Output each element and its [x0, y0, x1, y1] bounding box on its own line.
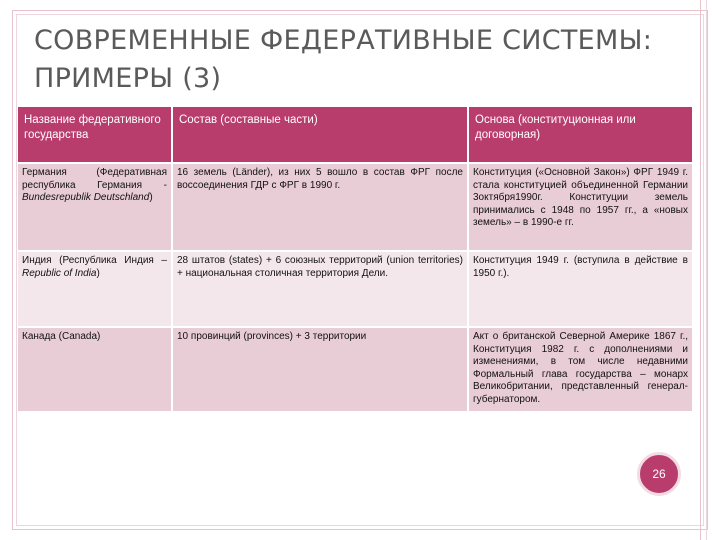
cell-basis: Конституция 1949 г. (вступила в действие в 1950 г.). [468, 251, 692, 327]
cell-basis: Конституция («Основной Закон») ФРГ 1949 г. стала конституцией объединенной Германии 3октября1990г. Конституции земель принимались с 1948 по 1957 гг., а «новых земель» – в 1990-е гг. [468, 163, 692, 251]
header-basis: Основа (конституционная или договорная) [468, 107, 692, 163]
header-composition: Состав (составные части) [172, 107, 468, 163]
cell-composition: 16 земель (Länder), из них 5 вошло в состав ФРГ после воссоединения ГДР с ФРГ в 1990 г. [172, 163, 468, 251]
cell-state-name [18, 251, 172, 327]
state-name-suffix: ) [96, 267, 100, 279]
state-name-text: Германия (Федеративная республика Германия - [22, 167, 167, 191]
table-row [18, 163, 692, 251]
state-name-text: Канада (Canada) [22, 331, 101, 342]
page-number-badge: 26 [637, 452, 681, 496]
cell-basis: Акт о британской Северной Америке 1867 г., Конституция 1982 г. с дополнениями и изменениями, в том числе недавними Формальный глава государства – монарх Великобритании, представленный генерал-губернатором. [468, 327, 692, 411]
cell-composition: 10 провинций (provinces) + 3 территории [172, 327, 468, 411]
table-row [18, 327, 692, 411]
decorative-line-secondary [706, 0, 707, 540]
state-name-italic: Bundesrepublik Deutschland [22, 192, 150, 203]
state-name-text: Индия (Республика Индия – [22, 255, 167, 266]
cell-composition: 28 штатов (states) + 6 союзных территорий (union territories) + национальная столичная территория Дели. [172, 251, 468, 327]
table-header-row [18, 107, 692, 163]
state-name-italic: Republic of India [22, 267, 97, 279]
cell-state-name [18, 163, 172, 251]
cell-state-name [18, 327, 172, 411]
slide-title: СОВРЕМЕННЫЕ ФЕДЕРАТИВНЫЕ СИСТЕМЫ: ПРИМЕРЫ (3) [34, 25, 653, 94]
federations-table [18, 107, 692, 411]
table-row [18, 251, 692, 327]
decorative-line [700, 0, 701, 540]
header-name: Название федеративного государства [18, 107, 172, 163]
state-name-suffix: ) [149, 192, 153, 203]
